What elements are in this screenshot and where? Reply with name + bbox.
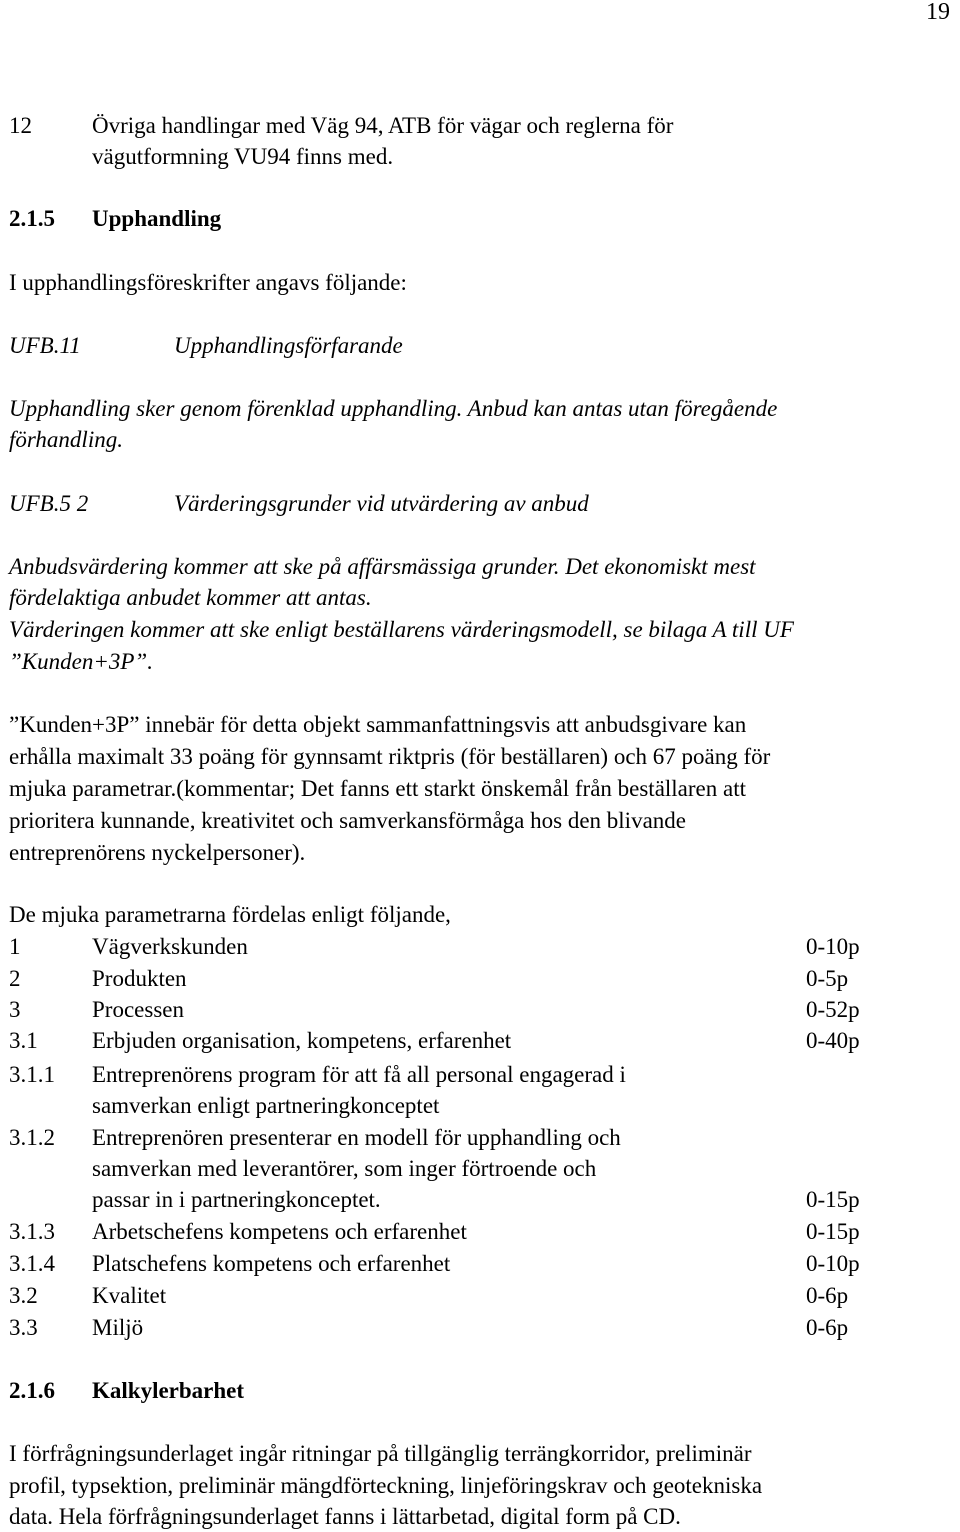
- params-heading: De mjuka parametrarna fördelas enligt följande,: [9, 902, 451, 927]
- param-row-text: Kvalitet: [92, 1283, 167, 1308]
- param-row-text: Platschefens kompetens och erfarenhet: [92, 1251, 451, 1276]
- param-row-number: 3.3: [9, 1315, 38, 1340]
- kunden-paragraph-line-4: prioritera kunnande, kreativitet och samverkansförmåga hos den blivande: [9, 808, 686, 833]
- param-row-score: 0-6p: [806, 1315, 849, 1340]
- param-row-text: Processen: [92, 997, 184, 1022]
- param-row-score: 0-15p: [806, 1187, 860, 1212]
- param-row-score: 0-10p: [806, 1251, 860, 1276]
- section-2-1-6-line-1: I förfrågningsunderlaget ingår ritningar på tillgänglig terrängkorridor, preliminär: [9, 1441, 752, 1466]
- item-12-line-1: Övriga handlingar med Väg 94, ATB för vägar och reglerna för: [92, 113, 674, 138]
- param-row-number: 2: [9, 966, 21, 991]
- ufb-11-code: UFB.11: [9, 333, 81, 358]
- item-12-number: 12: [9, 113, 32, 138]
- param-row-number: 3.1.4: [9, 1251, 55, 1276]
- param-row-number: 3.1.3: [9, 1219, 55, 1244]
- param-row-score: 0-52p: [806, 997, 860, 1022]
- kunden-paragraph-line-5: entreprenörens nyckelpersoner).: [9, 840, 306, 865]
- ufb-5-2-code: UFB.5 2: [9, 491, 89, 516]
- kunden-paragraph-line-2: erhålla maximalt 33 poäng för gynnsamt riktpris (för beställaren) och 67 poäng för: [9, 744, 771, 769]
- param-row-text: Miljö: [92, 1315, 144, 1340]
- section-2-1-5-title: Upphandling: [92, 206, 222, 231]
- ufb-5-2-title: Värderingsgrunder vid utvärdering av anbud: [174, 491, 589, 516]
- section-2-1-6-line-2: profil, typsektion, preliminär mängdförteckning, linjeföringskrav och geotekniska: [9, 1473, 763, 1498]
- ufb-5-2-line-1: Anbudsvärdering kommer att ske på affärsmässiga grunder. Det ekonomiskt mest: [9, 554, 756, 579]
- item-12-line-2: vägutformning VU94 finns med.: [92, 144, 394, 169]
- ufb-5-2-line-3: Värderingen kommer att ske enligt beställarens värderingsmodell, se bilaga A till UF: [9, 617, 794, 642]
- kunden-paragraph-line-1: ”Kunden+3P” innebär för detta objekt sammanfattningsvis att anbudsgivare kan: [9, 712, 747, 737]
- section-2-1-5-intro: I upphandlingsföreskrifter angavs följande:: [9, 270, 407, 295]
- ufb-5-2-line-4: ”Kunden+3P”.: [9, 649, 153, 674]
- param-row-number: 3.2: [9, 1283, 38, 1308]
- param-row-number: 3.1: [9, 1028, 38, 1053]
- section-2-1-6-title: Kalkylerbarhet: [92, 1378, 245, 1403]
- param-row-score: 0-5p: [806, 966, 849, 991]
- param-row-text: Arbetschefens kompetens och erfarenhet: [92, 1219, 467, 1244]
- param-row-text: Erbjuden organisation, kompetens, erfarenhet: [92, 1028, 512, 1053]
- kunden-paragraph-line-3: mjuka parametrar.(kommentar; Det fanns ett starkt önskemål från beställaren att: [9, 776, 746, 801]
- section-2-1-6-line-3: data. Hela förfrågningsunderlaget fanns i lättarbetad, digital form på CD.: [9, 1504, 681, 1529]
- param-row-text: Entreprenören presenterar en modell för upphandling och: [92, 1125, 621, 1150]
- param-row-number: 3.1.2: [9, 1125, 55, 1150]
- param-row-text: samverkan enligt partneringkonceptet: [92, 1093, 440, 1118]
- param-row-number: 3: [9, 997, 21, 1022]
- param-row-number: 1: [9, 934, 21, 959]
- section-2-1-5-number: 2.1.5: [9, 206, 55, 231]
- param-row-text: Produkten: [92, 966, 187, 991]
- param-row-score: 0-15p: [806, 1219, 860, 1244]
- ufb-11-line-1: Upphandling sker genom förenklad upphandling. Anbud kan antas utan föregående: [9, 396, 778, 421]
- section-2-1-6-number: 2.1.6: [9, 1378, 55, 1403]
- page-number: 19: [926, 0, 950, 25]
- ufb-11-line-2: förhandling.: [9, 427, 123, 452]
- param-row-score: 0-6p: [806, 1283, 849, 1308]
- ufb-5-2-line-2: fördelaktiga anbudet kommer att antas.: [9, 585, 372, 610]
- param-row-number: 3.1.1: [9, 1062, 55, 1087]
- param-row-score: 0-10p: [806, 934, 860, 959]
- param-row-text: Entreprenörens program för att få all personal engagerad i: [92, 1062, 626, 1087]
- ufb-11-title: Upphandlingsförfarande: [174, 333, 403, 358]
- param-row-text: samverkan med leverantörer, som inger förtroende och: [92, 1156, 597, 1181]
- param-row-text: Vägverkskunden: [92, 934, 248, 959]
- param-row-score: 0-40p: [806, 1028, 860, 1053]
- param-row-text: passar in i partneringkonceptet.: [92, 1187, 381, 1212]
